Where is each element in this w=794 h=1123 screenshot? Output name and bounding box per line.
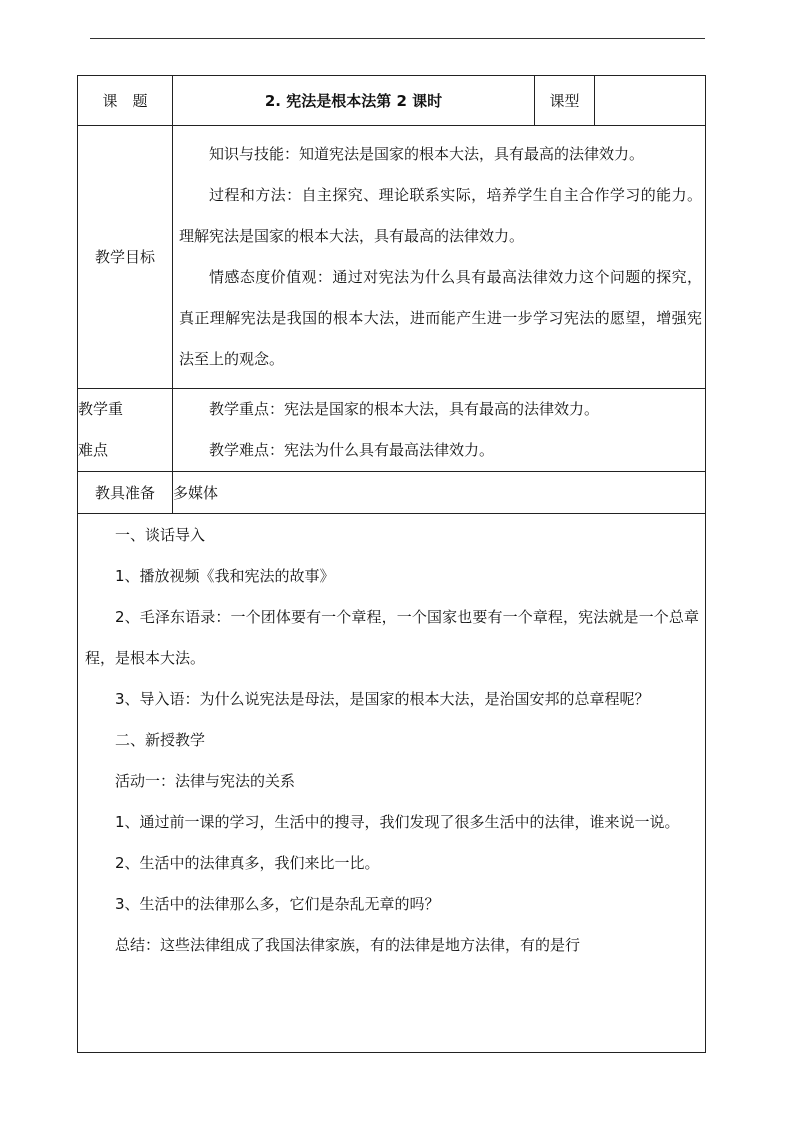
key-points-label-line1: 教学重 — [78, 400, 124, 418]
process-item: 3、生活中的法律那么多，它们是杂乱无章的吗？ — [115, 895, 440, 913]
lesson-type-value — [595, 76, 706, 126]
process-item: 2、毛泽东语录：一个团体要有一个章程，一个国家也要有一个章程，宪法就是一个总章程，是根本大法。 — [85, 608, 699, 667]
teaching-difficulty: 教学难点：宪法为什么具有最高法律效力。 — [209, 441, 495, 459]
lesson-type-label: 课型 — [535, 76, 595, 126]
teaching-process — [78, 514, 706, 1053]
key-points-row — [78, 389, 706, 472]
process-row — [78, 514, 706, 1053]
objectives-label: 教学目标 — [78, 126, 173, 389]
process-item: 2、生活中的法律真多，我们来比一比。 — [115, 854, 380, 872]
objective-values: 情感态度价值观：通过对宪法为什么具有最高法律效力这个问题的探究，真正理解宪法是我国的根本大法，进而能产生进一步学习宪法的愿望，增强宪法至上的观念。 — [179, 268, 702, 368]
objective-knowledge: 知识与技能：知道宪法是国家的根本大法，具有最高的法律效力。 — [209, 145, 645, 163]
process-item: 3、导入语：为什么说宪法是母法，是国家的根本大法，是治国安邦的总章程呢？ — [115, 690, 650, 708]
lesson-plan-table — [77, 75, 706, 1053]
objectives-content — [173, 126, 706, 389]
objectives-row — [78, 126, 706, 389]
process-heading-intro: 一、谈话导入 — [115, 526, 206, 544]
teaching-focus: 教学重点：宪法是国家的根本大法，具有最高的法律效力。 — [209, 400, 600, 418]
materials-row — [78, 472, 706, 514]
objective-process: 过程和方法：自主探究、理论联系实际，培养学生自主合作学习的能力。理解宪法是国家的根本大法，具有最高的法律效力。 — [179, 186, 702, 245]
process-item: 1、通过前一课的学习，生活中的搜寻，我们发现了很多生活中的法律，谁来说一说。 — [115, 813, 680, 831]
key-points-label — [78, 389, 173, 472]
key-points-content — [173, 389, 706, 472]
key-points-label-line2: 难点 — [78, 441, 109, 459]
process-summary: 总结：这些法律组成了我国法律家族，有的法律是地方法律，有的是行 — [115, 936, 581, 954]
header-rule — [90, 38, 705, 39]
materials-label: 教具准备 — [78, 472, 173, 514]
title-row — [78, 76, 706, 126]
materials-value: 多媒体 — [173, 472, 706, 514]
lesson-title: 2. 宪法是根本法第 2 课时 — [173, 76, 535, 126]
process-activity-title: 活动一：法律与宪法的关系 — [115, 772, 296, 790]
process-heading-new: 二、新授教学 — [115, 731, 206, 749]
process-item: 1、播放视频《我和宪法的故事》 — [115, 567, 335, 585]
topic-label: 课 题 — [78, 76, 173, 126]
